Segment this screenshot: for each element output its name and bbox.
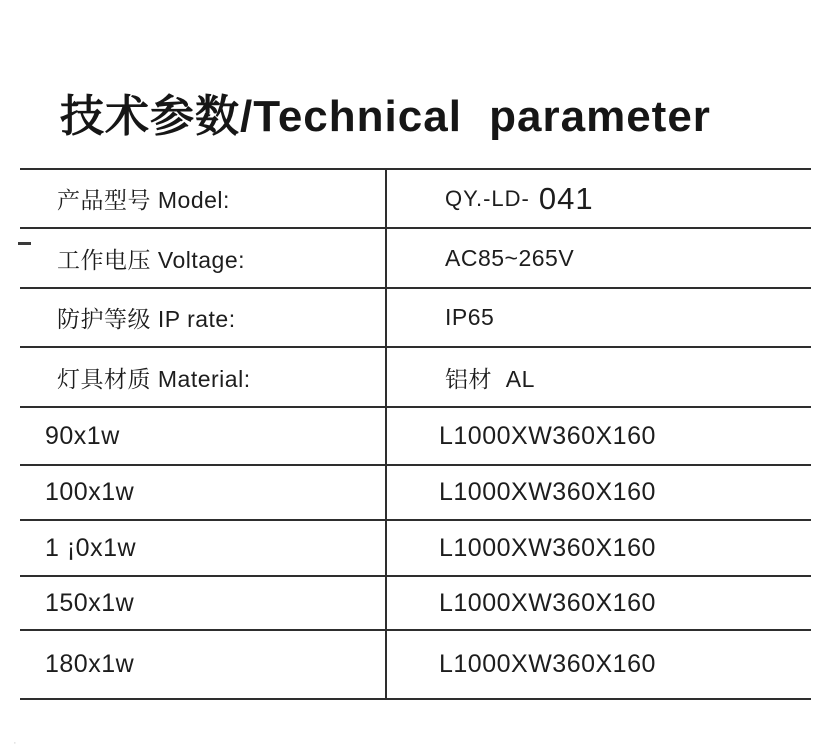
row-label: [20, 242, 385, 275]
row-value: [385, 170, 811, 227]
page-title: 技术参数/Technical parameter: [60, 92, 711, 141]
row-label: [20, 182, 385, 215]
dimension-value: L1000XW360X160: [439, 533, 656, 562]
wattage-label: 150x1w: [45, 588, 135, 617]
table-row-model: [20, 170, 811, 229]
table-row-ip-rate: [20, 289, 811, 348]
wattage-label: 100x1w: [45, 478, 135, 506]
voltage-label: 工作电压 Voltage:: [57, 246, 246, 273]
model-value-prefix: QY.-LD-: [445, 185, 530, 211]
dimension-value: L1000XW360X160: [439, 650, 656, 678]
row-label: [20, 650, 385, 679]
ip-rate-value: IP65: [445, 304, 495, 330]
row-value: [385, 631, 811, 698]
wattage-label: 1 ¡0x1w: [45, 533, 137, 562]
model-label: 产品型号 Model:: [57, 187, 230, 213]
row-value: [385, 289, 811, 346]
row-value: [385, 521, 811, 575]
scan-artifact-dash: [18, 242, 31, 245]
table-row-90w: [20, 408, 811, 466]
wattage-label: 90x1w: [45, 421, 120, 450]
table-row-120w: [20, 521, 811, 577]
row-label: [20, 422, 385, 451]
voltage-value: AC85~265V: [445, 244, 575, 271]
wattage-label: 180x1w: [45, 650, 135, 678]
row-value: [385, 577, 811, 629]
scan-artifact-speck: ·: [13, 737, 17, 749]
row-value: [385, 229, 811, 287]
row-value: [385, 348, 811, 406]
table-row-voltage: [20, 229, 811, 289]
material-label: 灯具材质 Material:: [57, 365, 251, 392]
material-value: 铝材 AL: [445, 365, 535, 392]
table-row-material: [20, 348, 811, 408]
technical-parameter-table: [20, 168, 811, 700]
table-row-180w: [20, 631, 811, 700]
row-value: [385, 466, 811, 519]
model-number: 041: [538, 180, 594, 216]
table-row-100w: [20, 466, 811, 521]
row-label: [20, 534, 385, 563]
row-label: [20, 301, 385, 334]
dimension-value: L1000XW360X160: [439, 478, 656, 506]
row-value: [385, 408, 811, 464]
dimension-value: L1000XW360X160: [439, 588, 656, 617]
table-row-150w: [20, 577, 811, 631]
row-label: [20, 589, 385, 618]
row-label: [20, 361, 385, 394]
dimension-value: L1000XW360X160: [439, 421, 656, 450]
row-label: [20, 478, 385, 507]
ip-rate-label: 防护等级 IP rate:: [57, 306, 236, 332]
